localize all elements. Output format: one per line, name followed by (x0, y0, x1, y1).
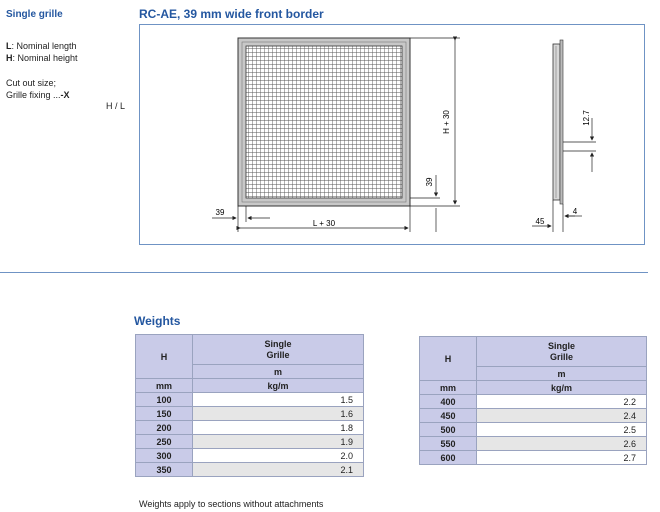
legend-length: L: Nominal length (6, 41, 77, 51)
table-row (136, 421, 364, 435)
single-grille-header: Single Grille (193, 335, 364, 365)
h-header: H (420, 337, 477, 381)
height-cell: 150 (136, 407, 193, 421)
single-grille-header: Single Grille (477, 337, 647, 367)
unit-mm: mm (420, 381, 477, 395)
dim-39-horizontal: 39 (215, 208, 225, 217)
dim-12-7: 12.7 (582, 110, 591, 126)
unit-kgm: kg/m (477, 381, 647, 395)
weight-cell: 1.8 (193, 421, 364, 435)
dim-l30: L + 30 (312, 219, 336, 228)
unit-kgm: kg/m (193, 379, 364, 393)
table-row (420, 423, 647, 437)
section-title: Single grille (6, 9, 63, 20)
dim-45: 45 (535, 217, 545, 226)
height-cell: 350 (136, 463, 193, 477)
weight-cell: 2.4 (477, 409, 647, 423)
drawing-title: RC-AE, 39 mm wide front border (139, 7, 324, 21)
footnote: Weights apply to sections without attachments (139, 499, 324, 509)
table-row (420, 409, 647, 423)
height-cell: 550 (420, 437, 477, 451)
weight-cell: 2.6 (477, 437, 647, 451)
unit-mm: mm (136, 379, 193, 393)
table-row (136, 407, 364, 421)
height-cell: 500 (420, 423, 477, 437)
m-header: m (477, 367, 647, 381)
height-cell: 450 (420, 409, 477, 423)
weights-title: Weights (134, 314, 181, 328)
table-row (420, 451, 647, 465)
height-cell: 250 (136, 435, 193, 449)
table-row (136, 449, 364, 463)
dim-h30: H + 30 (442, 110, 451, 134)
cutout-line: Cut out size; (6, 78, 57, 88)
front-view (238, 38, 410, 206)
height-cell: 100 (136, 393, 193, 407)
weights-table-left (135, 334, 364, 477)
weight-cell: 2.5 (477, 423, 647, 437)
grille-fixing-line: Grille fixing ...-X (6, 90, 70, 100)
table-row (136, 435, 364, 449)
table-row (136, 463, 364, 477)
cutout-value: H / L (106, 101, 126, 111)
weight-cell: 2.1 (193, 463, 364, 477)
weight-cell: 2.7 (477, 451, 647, 465)
table-row (420, 395, 647, 409)
height-cell: 300 (136, 449, 193, 463)
dim-39-vertical: 39 (425, 177, 434, 187)
weight-cell: 2.0 (193, 449, 364, 463)
legend-height: H: Nominal height (6, 53, 78, 63)
weight-cell: 1.9 (193, 435, 364, 449)
weight-cell: 1.6 (193, 407, 364, 421)
table-row (136, 393, 364, 407)
table-row (420, 437, 647, 451)
dim-4: 4 (572, 207, 578, 216)
divider (0, 272, 648, 273)
height-cell: 600 (420, 451, 477, 465)
weights-table-right (419, 336, 647, 465)
m-header: m (193, 365, 364, 379)
h-header: H (136, 335, 193, 379)
height-cell: 200 (136, 421, 193, 435)
weight-cell: 1.5 (193, 393, 364, 407)
weight-cell: 2.2 (477, 395, 647, 409)
side-view (553, 40, 563, 204)
height-cell: 400 (420, 395, 477, 409)
side-dimension-lines (532, 118, 596, 232)
